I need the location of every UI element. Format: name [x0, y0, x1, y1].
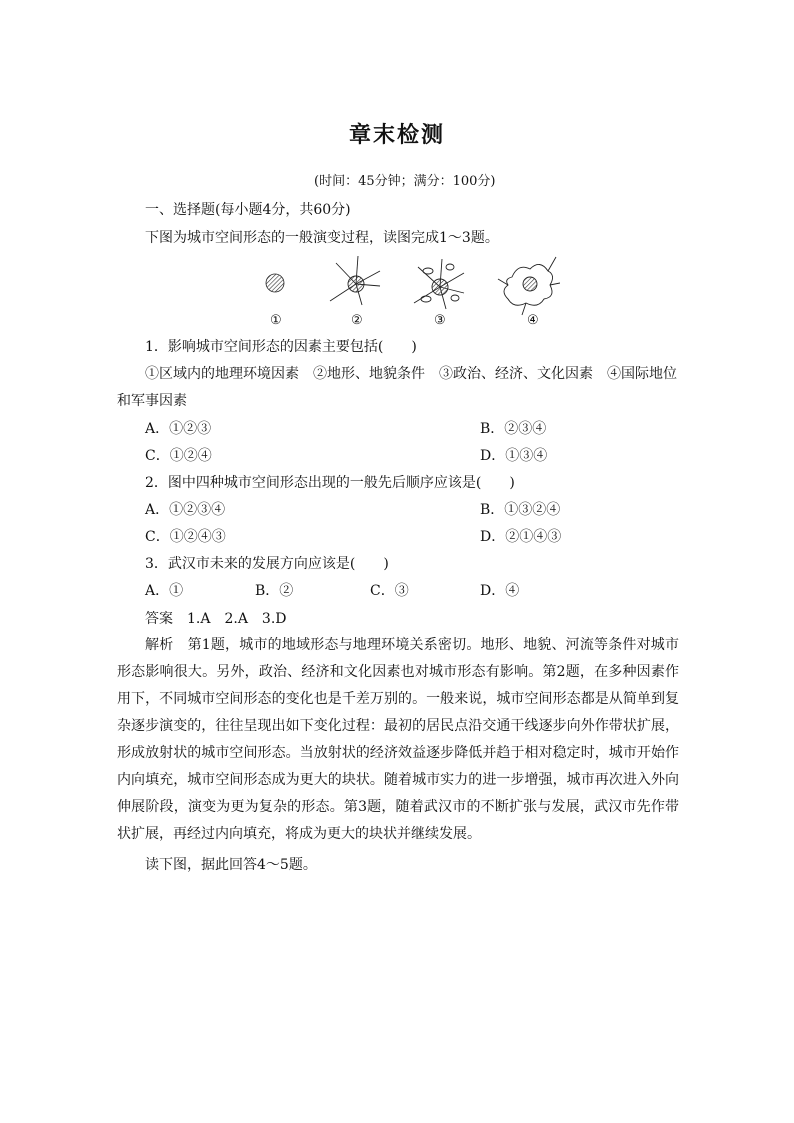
question-4-5-intro: 读下图，据此回答4～5题。 — [145, 857, 317, 873]
question-1-option-a: A．①②③ — [145, 421, 212, 437]
page-title: 章末检测 — [348, 123, 445, 148]
exam-info: (时间：45分钟；满分：100分) — [314, 174, 496, 189]
question-3-option-d: D．④ — [480, 583, 520, 599]
analysis-paragraph: 解析 第1题，城市的地域形态与地理环境关系密切。地形、地貌、河流等条件对城市形态影响很大。另外，政治、经济和文化因素也对城市形态有影响。第2题，在多种因素作用下，不同城市空间形态的变化也是千差万别的。一般来说，城市空间形态都是从简单到复杂逐步演变的，往往呈现出如下变化过程：最初的居民点沿交通干线逐步向外作带状扩展，形成放射状的城市空间形态。当放射状的经济效益逐步降低并趋于相对稳定时，城市开始作内向填充，城市空间形态成为更大的块状。随着城市实力的进一步增强，城市再次进入外向伸展阶段，演变为更为复杂的形态。第3题，随着武汉市的不断扩张与发展，武汉市先作带状扩展，再经过内向填充，将成为更大的块状并继续发展。 — [117, 637, 679, 842]
question-intro: 下图为城市空间形态的一般演变过程，读图完成1～3题。 — [145, 230, 499, 246]
urban-form-evolution-figure — [250, 253, 560, 333]
figure-label-1: ① — [270, 313, 282, 328]
question-1-factors-cont: 和军事因素 — [117, 393, 187, 409]
stage-4-complex-diagram — [498, 257, 560, 315]
figure-label-4: ④ — [527, 313, 539, 328]
stage-3-radial-infill-diagram — [414, 259, 464, 309]
question-2-option-b: B．①③②④ — [480, 502, 561, 518]
stage-1-compact-diagram — [266, 274, 284, 292]
question-1-factors: ①区域内的地理环境因素 ②地形、地貌条件 ③政治、经济、文化因素 ④国际地位 — [145, 366, 677, 382]
question-1-option-c: C．①②④ — [145, 448, 212, 464]
question-2-option-c: C．①②④③ — [145, 529, 226, 545]
question-3-option-c: C．③ — [370, 583, 409, 599]
figure-label-3: ③ — [434, 313, 446, 328]
figure-label-2: ② — [351, 313, 363, 328]
stage-2-radial-diagram — [330, 256, 380, 305]
question-3-stem: 3．武汉市未来的发展方向应该是( ) — [145, 556, 389, 572]
question-2-option-d: D．②①④③ — [480, 529, 562, 545]
question-3-option-b: B．② — [255, 583, 294, 599]
answer-key: 答案 1.A 2.A 3.D — [145, 611, 287, 627]
question-2-stem: 2．图中四种城市空间形态出现的一般先后顺序应该是( ) — [145, 475, 515, 491]
question-2-option-a: A．①②③④ — [145, 502, 226, 518]
question-3-option-a: A．① — [145, 583, 184, 599]
question-1-option-b: B．②③④ — [480, 421, 547, 437]
section-heading: 一、选择题(每小题4分，共60分) — [145, 202, 351, 218]
question-1-option-d: D．①③④ — [480, 448, 548, 464]
question-1-stem: 1．影响城市空间形态的因素主要包括( ) — [145, 339, 417, 355]
